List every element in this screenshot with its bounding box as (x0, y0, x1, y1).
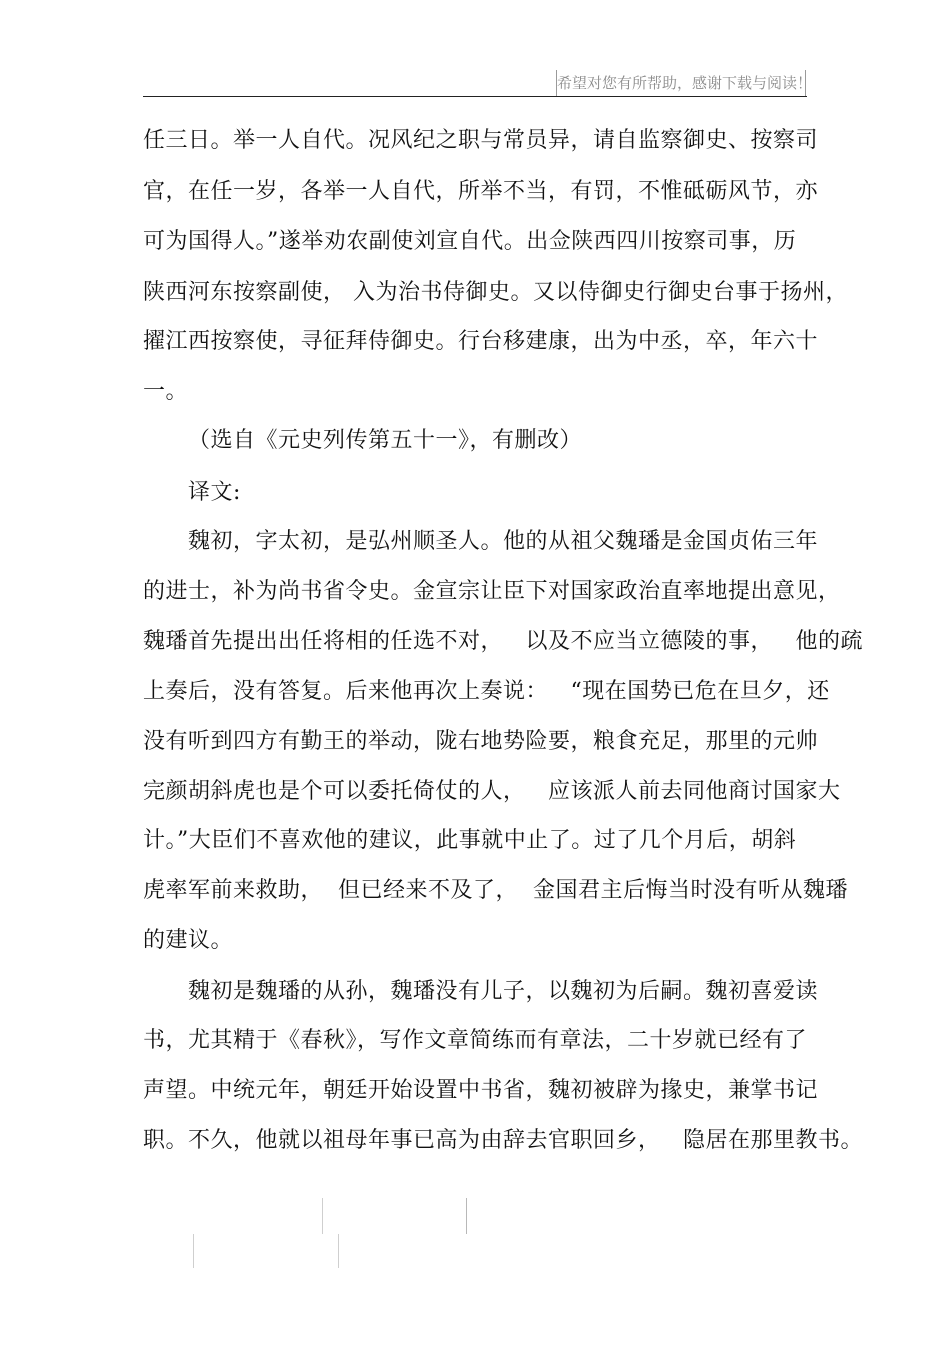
translation-heading: 译文: (188, 480, 241, 505)
source-citation: （选自《元史列传第五十一》，有删改） (188, 428, 583, 453)
scan-mark (322, 1198, 323, 1234)
translation-line: 没有听到四方有勤王的举动，陇右地势险要，粮食充足，那里的元帅 (143, 729, 819, 754)
translation-line: 虎率军前来救助， 但已经来不及了， 金国君主后悔当时没有听从魏璠 (143, 878, 848, 903)
header-slogan: 希望对您有所帮助，感谢下载与阅读！ (556, 70, 806, 96)
translation-line: 完颜胡斜虎也是个可以委托倚仗的人， 应该派人前去同他商讨国家大 (143, 779, 841, 804)
header-divider (143, 96, 807, 97)
translation-line: 魏初是魏璠的从孙，魏璠没有儿子，以魏初为后嗣。魏初喜爱读 (188, 979, 819, 1004)
translation-line: 魏初，字太初，是弘州顺圣人。他的从祖父魏璠是金国贞佑三年 (188, 529, 819, 554)
translation-line: 魏璠首先提出出任将相的任选不对， 以及不应当立德陵的事， 他的疏 (143, 629, 863, 654)
translation-line: 计。”大臣们不喜欢他的建议，此事就中止了。过了几个月后，胡斜 (143, 828, 797, 853)
scan-mark (193, 1234, 194, 1268)
translation-line: 上奏后，没有答复。后来他再次上奏说： “现在国势已危在旦夕，还 (143, 679, 830, 704)
translation-line: 的建议。 (143, 928, 234, 953)
translation-line: 职。不久，他就以祖母年事已高为由辞去官职回乡， 隐居在那里教书。 (143, 1128, 863, 1153)
original-line: 官，在任一岁，各举一人自代，所举不当，有罚，不惟砥砺风节，亦 (143, 179, 819, 204)
original-line: 陕西河东按察副使， 入为治书侍御史。又以侍御史行御史台事于扬州， (143, 280, 848, 305)
translation-line: 声望。中统元年，朝廷开始设置中书省，魏初被辟为掾史，兼掌书记 (143, 1078, 819, 1103)
scan-mark (338, 1234, 339, 1268)
scan-mark (466, 1198, 467, 1234)
translation-line: 的进士，补为尚书省令史。金宣宗让臣下对国家政治直率地提出意见， (143, 579, 841, 604)
translation-line: 书，尤其精于《春秋》，写作文章简练而有章法，二十岁就已经有了 (143, 1028, 808, 1053)
original-line: 擢江西按察使，寻征拜侍御史。行台移建康，出为中丞，卒，年六十 (143, 329, 819, 354)
original-line: 一。 (143, 379, 189, 404)
original-line: 可为国得人。”遂举劝农副使刘宣自代。出佥陕西四川按察司事，历 (143, 229, 797, 254)
original-line: 任三日。举一人自代。况风纪之职与常员异，请自监察御史、按察司 (143, 128, 819, 153)
